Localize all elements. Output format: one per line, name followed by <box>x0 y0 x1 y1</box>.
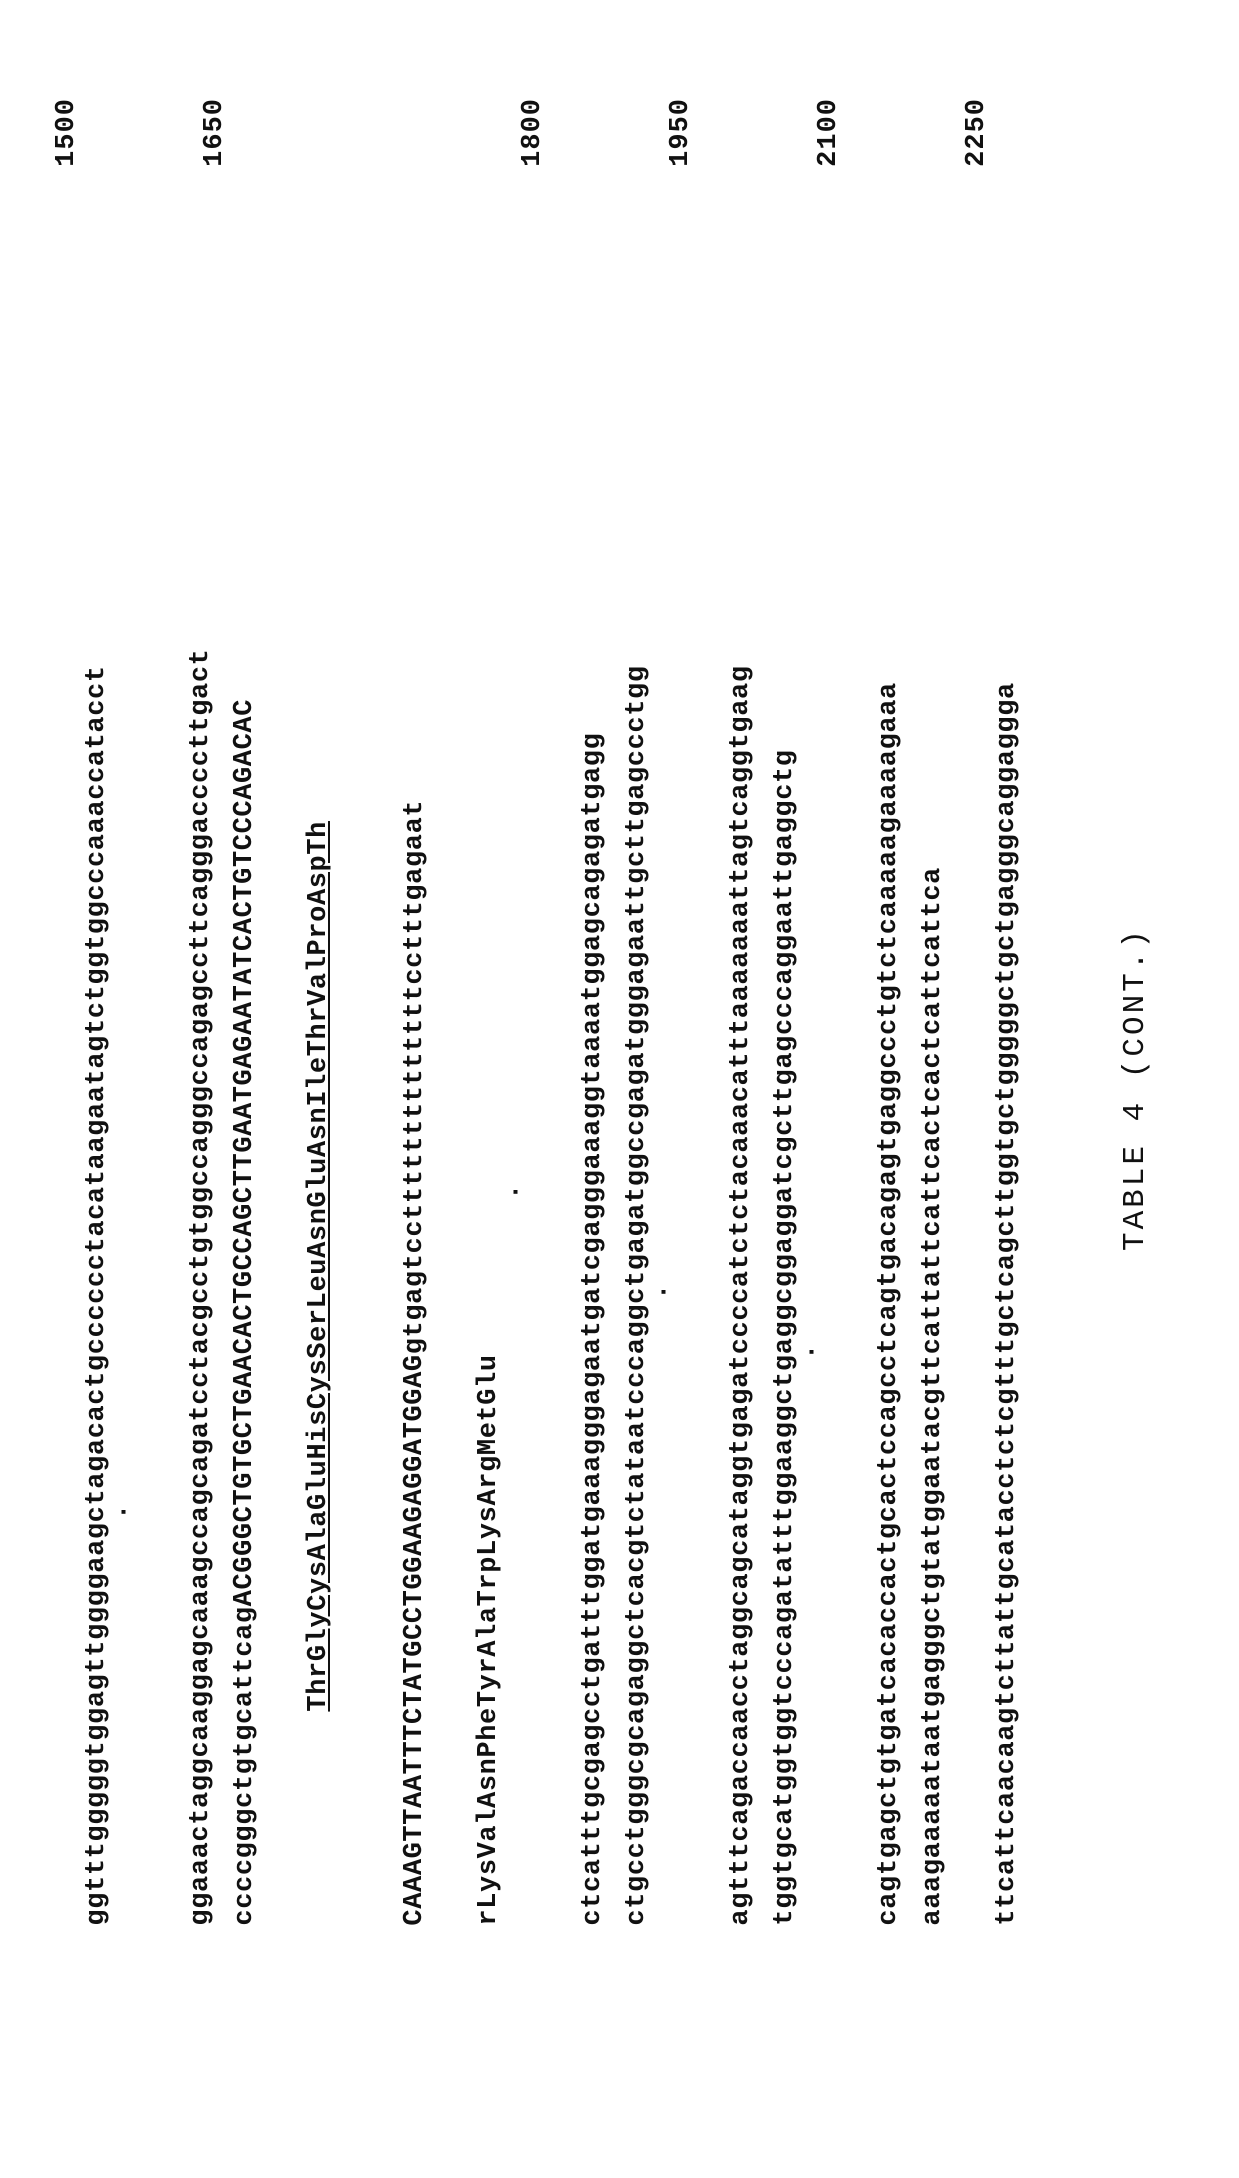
sequence-text: ggaaactaggcaaggagcaaagccagcagatcctacgcctgtggccagggccagagccttcagggaccccttgact <box>186 648 216 1926</box>
sequence-text: ttcattcaacaagtcttattgcatacctctcgtttgctcagcttggtgctgggggctgctgagggcaggaggga <box>992 682 1022 1926</box>
sequence-text: ccccgggctgtgcattcagACGGGCTGTGCTGAACACTGCCAGCTTGAATGAGAATATCACTGTCCCAGACAC <box>230 698 260 1926</box>
sequence-position-number: 1800 <box>518 98 548 167</box>
sequence-text: aaagaaaaataatgagggctgtatggaatacgttcattattcattcactcactcattcattca <box>918 867 948 1926</box>
sequence-position-number: 1650 <box>200 98 230 167</box>
sequence-position-number: 1500 <box>52 98 82 167</box>
sequence-line <box>798 98 904 2060</box>
table-caption: TABLE 4 (CONT.) <box>1118 926 1153 1252</box>
sequence-text: ctcatttgcgagcctgatttggatgaaagggagaatgatcgagggaaaggtaaaatggagcagagatgagg <box>578 732 608 1926</box>
scan-artifact-dot: · <box>650 1283 680 1300</box>
sequence-position-number: 2100 <box>814 98 844 167</box>
sequence-line <box>370 100 444 2060</box>
scan-artifact-dot: · <box>798 1343 828 1360</box>
sequence-line <box>200 100 274 2060</box>
sequence-position-number: 2250 <box>962 98 992 167</box>
sequence-text: ctgcctgggcgcagaggctcacgtctataatcccaggctgagatggccgagatgggagaattgcttgagccctgg <box>622 665 652 1926</box>
sequence-text: agtttcagaccaacctaggcagcataggtgagatccccatctctacaaacatttaaaaaaattagtcaggtgaag <box>726 665 756 1926</box>
protein-translation-text: rLysValAsnPheTyrAlaTrpLysArgMetGlu <box>474 1354 504 1926</box>
translation-line <box>274 100 348 2060</box>
sequence-line <box>502 98 608 2060</box>
scan-artifact-dot: · <box>110 1503 140 1520</box>
sequence-text: ggtttgggggtggagttggggaagctagacactgcccccctacataagaatagtctggtggcccaaaccatacct <box>82 665 112 1926</box>
sequence-position-number: 1950 <box>666 98 696 167</box>
protein-translation-text: ThrGlyCysAlaGluHisCysSerLeuAsnGluAsnIleThrValProAspTh <box>304 821 334 1712</box>
sequence-line <box>962 100 1036 2060</box>
scan-artifact-dot: · <box>502 1183 532 1200</box>
sequence-text: tggtgcatggtggtcccagatatttggaaggctgaggcggaggatcgcttgagcccaggaattgaggctg <box>770 749 800 1926</box>
sequence-line <box>52 100 126 2060</box>
line-spacer <box>348 100 370 2060</box>
sequence-block <box>52 100 1036 2060</box>
sequence-line <box>888 100 962 2060</box>
sequence-text: CAAAGTTAATTTCTATGCCTGGAAGAGGATGGAGgtgagtccttttttttttttttcctttgagaat <box>400 799 430 1926</box>
sequence-line <box>592 100 666 2060</box>
sequence-line <box>740 100 814 2060</box>
sequence-line <box>650 98 756 2060</box>
sequence-text: cagtgagctgtgatcacaccactgcactccagcctcagtgacagagtgaggccctgtctcaaaaagaaaagaaa <box>874 682 904 1926</box>
translation-line <box>444 100 518 2060</box>
